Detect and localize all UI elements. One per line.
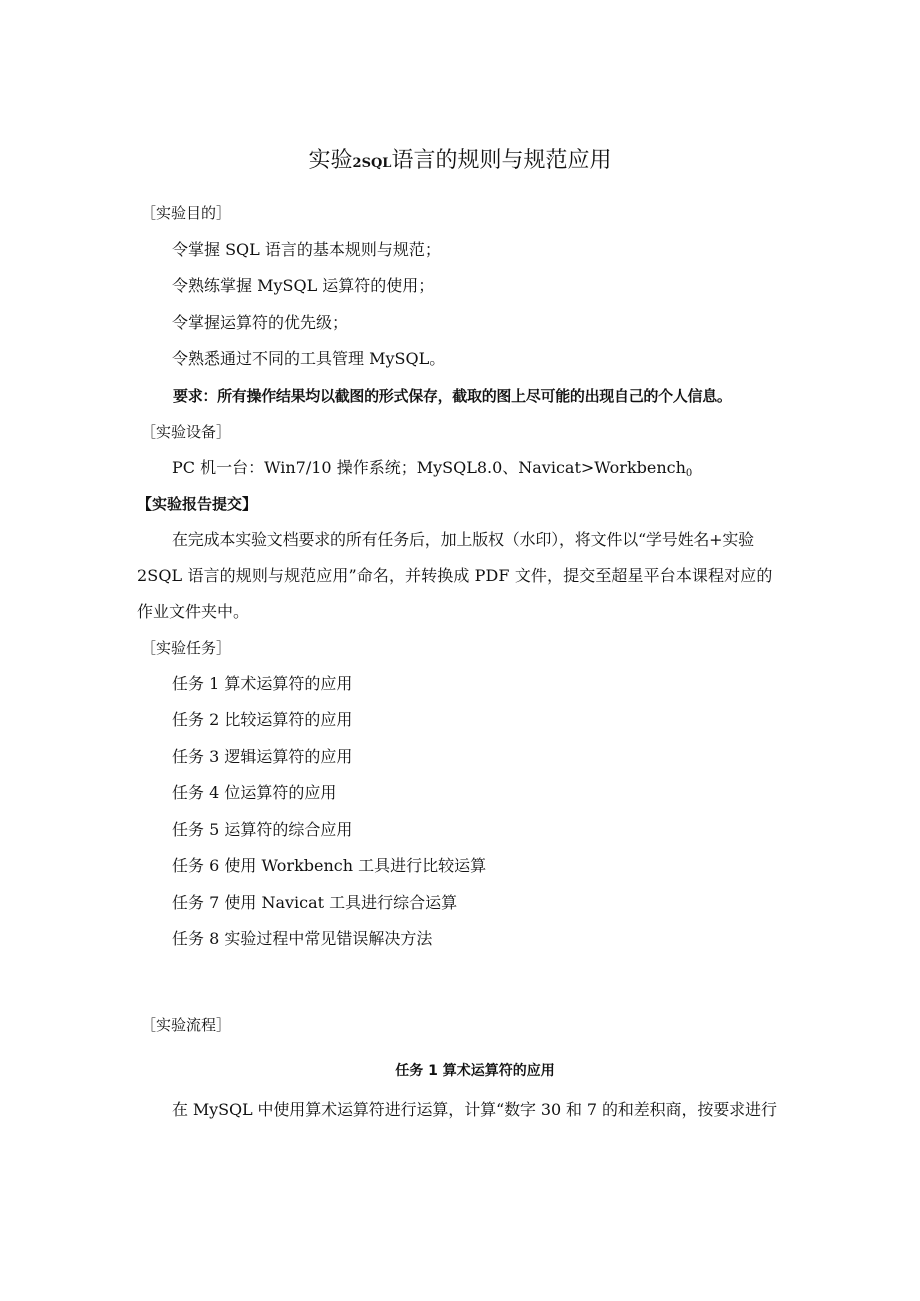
section-heading-tasks: ［实验任务］ bbox=[141, 639, 232, 657]
section-heading-purpose: ［实验目的］ bbox=[141, 204, 232, 222]
task-item: 任务 1 算术运算符的应用 bbox=[172, 674, 353, 693]
purpose-item: 令熟练掌握 MySQL 运算符的使用； bbox=[172, 276, 435, 295]
equipment-subscript: 0 bbox=[685, 468, 693, 479]
requirement-note: 要求：所有操作结果均以截图的形式保存，截取的图上尽可能的出现自己的个人信息。 bbox=[173, 387, 732, 405]
flow-task-title: 任务 1 算术运算符的应用 bbox=[395, 1063, 555, 1079]
report-line: 在完成本实验文档要求的所有任务后，加上版权（水印），将文件以“学号姓名+实验 bbox=[172, 530, 754, 549]
task-item: 任务 8 实验过程中常见错误解决方法 bbox=[172, 929, 433, 948]
task-item: 任务 3 逻辑运算符的应用 bbox=[172, 747, 353, 766]
task-item: 任务 7 使用 Navicat 工具进行综合运算 bbox=[172, 893, 458, 912]
task-item: 任务 6 使用 Workbench 工具进行比较运算 bbox=[172, 856, 487, 875]
section-heading-equipment: ［实验设备］ bbox=[141, 423, 232, 441]
title-part: 实验 bbox=[308, 148, 353, 173]
purpose-item: 令熟悉通过不同的工具管理 MySQL。 bbox=[172, 349, 446, 368]
report-line: 作业文件夹中。 bbox=[137, 602, 250, 621]
purpose-item: 令掌握运算符的优先级； bbox=[172, 313, 349, 332]
equipment-main: PC 机一台：Win7/10 操作系统；MySQL8.0、Navicat>Workbench bbox=[172, 458, 686, 477]
task-item: 任务 5 运算符的综合应用 bbox=[172, 820, 353, 839]
section-heading-flow: ［实验流程］ bbox=[141, 1016, 232, 1034]
flow-text: 在 MySQL 中使用算术运算符进行运算，计算“数字 30 和 7 的和差积商，按要求进行 bbox=[172, 1100, 777, 1119]
task-item: 任务 2 比较运算符的应用 bbox=[172, 710, 353, 729]
title-part: 语言的规则与规范应用 bbox=[391, 148, 612, 173]
title-part: 2SQL bbox=[352, 156, 392, 171]
document-title bbox=[0, 146, 920, 179]
purpose-item: 令掌握 SQL 语言的基本规则与规范； bbox=[172, 240, 441, 259]
task-item: 任务 4 位运算符的应用 bbox=[172, 783, 337, 802]
equipment-text bbox=[172, 457, 692, 485]
report-line: 2SQL 语言的规则与规范应用”命名，并转换成 PDF 文件，提交至超星平台本课程对应的 bbox=[137, 566, 773, 585]
section-heading-report: 【实验报告提交】 bbox=[137, 495, 258, 513]
